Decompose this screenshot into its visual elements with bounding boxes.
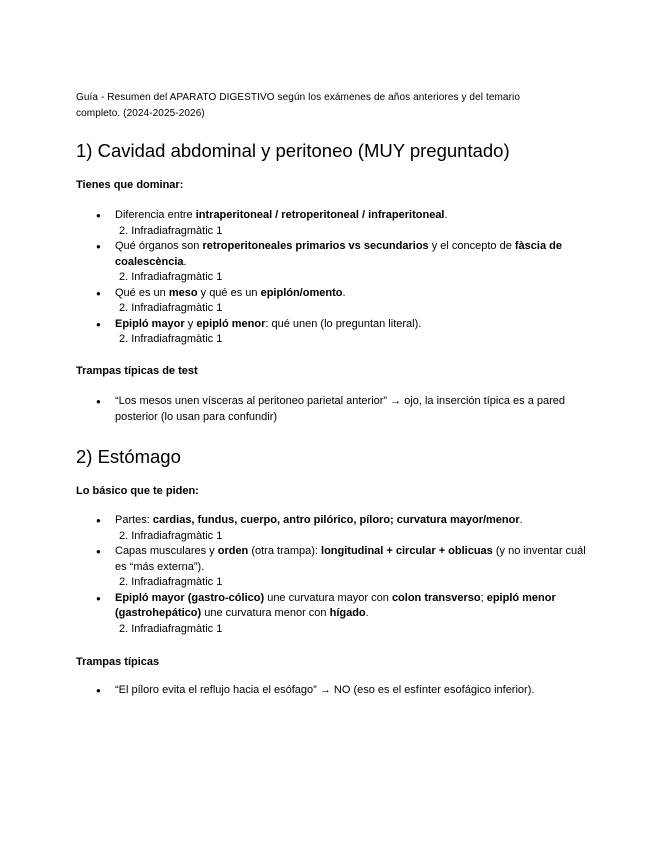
list-item: ● Qué es un meso y qué es un epiplón/omento. 2. Infradiafragmàtic 1 — [76, 286, 586, 317]
list-item: ● Qué órganos son retroperitoneales primarios vs secundarios y el concepto de fàscia de coalescència. 2. Infradiafragmàtic 1 — [76, 239, 586, 286]
list-subitem: 2. Infradiafragmàtic 1 — [119, 333, 223, 345]
intro-text: Guía - Resumen del APARATO DIGESTIVO según los exámenes de años anteriores y del temario completo. (2024-2025-2026) — [76, 92, 521, 119]
list-subitem: 2. Infradiafragmàtic 1 — [119, 576, 223, 588]
section-1-traps-label: Trampas típicas de test — [76, 365, 198, 377]
list-subitem: 2. Infradiafragmàtic 1 — [119, 302, 223, 314]
section-1-title: 1) Cavidad abdominal y peritoneo (MUY preguntado) — [76, 140, 510, 161]
list-subitem: 2. Infradiafragmàtic 1 — [119, 224, 223, 237]
section-1-traps-list — [76, 394, 586, 425]
section-2-title: 2) Estómago — [76, 446, 181, 467]
list-subitem: 2. Infradiafragmàtic 1 — [119, 622, 223, 635]
section-2-list — [76, 513, 586, 637]
section-1-list — [76, 208, 586, 348]
list-item: ● Partes: cardias, fundus, cuerpo, antro pilórico, píloro; curvatura mayor/menor. 2. Infradiafragmàtic 1 — [76, 513, 586, 544]
trap-item: ● “Los mesos unen vísceras al peritoneo parietal anterior” → ojo, la inserción típica es a pared posterior (lo usan para confundir) — [76, 394, 586, 425]
section-2-basics-label: Lo básico que te piden: — [76, 485, 199, 497]
list-subitem: 2. Infradiafragmàtic 1 — [119, 271, 223, 283]
list-item: ● Capas musculares y orden (otra trampa): longitudinal + circular + oblicuas (y no inventar cuál es “más externa”). 2. Infradiafragmàtic 1 — [76, 544, 586, 591]
list-item: ● Epipló mayor (gastro-cólico) une curvatura mayor con colon transverso; epipló menor (gastrohepático) une curvatura menor con hígado. 2. Infradiafragmàtic 1 — [76, 591, 586, 638]
section-1-basics-label: Tienes que dominar: — [76, 179, 184, 191]
section-2-traps-list — [76, 683, 586, 699]
list-subitem: 2. Infradiafragmàtic 1 — [119, 529, 223, 542]
list-item: ● Diferencia entre intraperitoneal / retroperitoneal / infraperitoneal. 2. Infradiafragmàtic 1 — [76, 208, 586, 239]
section-2-traps-label: Trampas típicas — [76, 656, 160, 668]
list-item: ● Epipló mayor y epipló menor: qué unen (lo preguntan literal). 2. Infradiafragmàtic 1 — [76, 317, 586, 348]
trap-item: ● “El píloro evita el reflujo hacia el esófago” → NO (eso es el esfínter esofágico inferior). — [76, 683, 586, 699]
